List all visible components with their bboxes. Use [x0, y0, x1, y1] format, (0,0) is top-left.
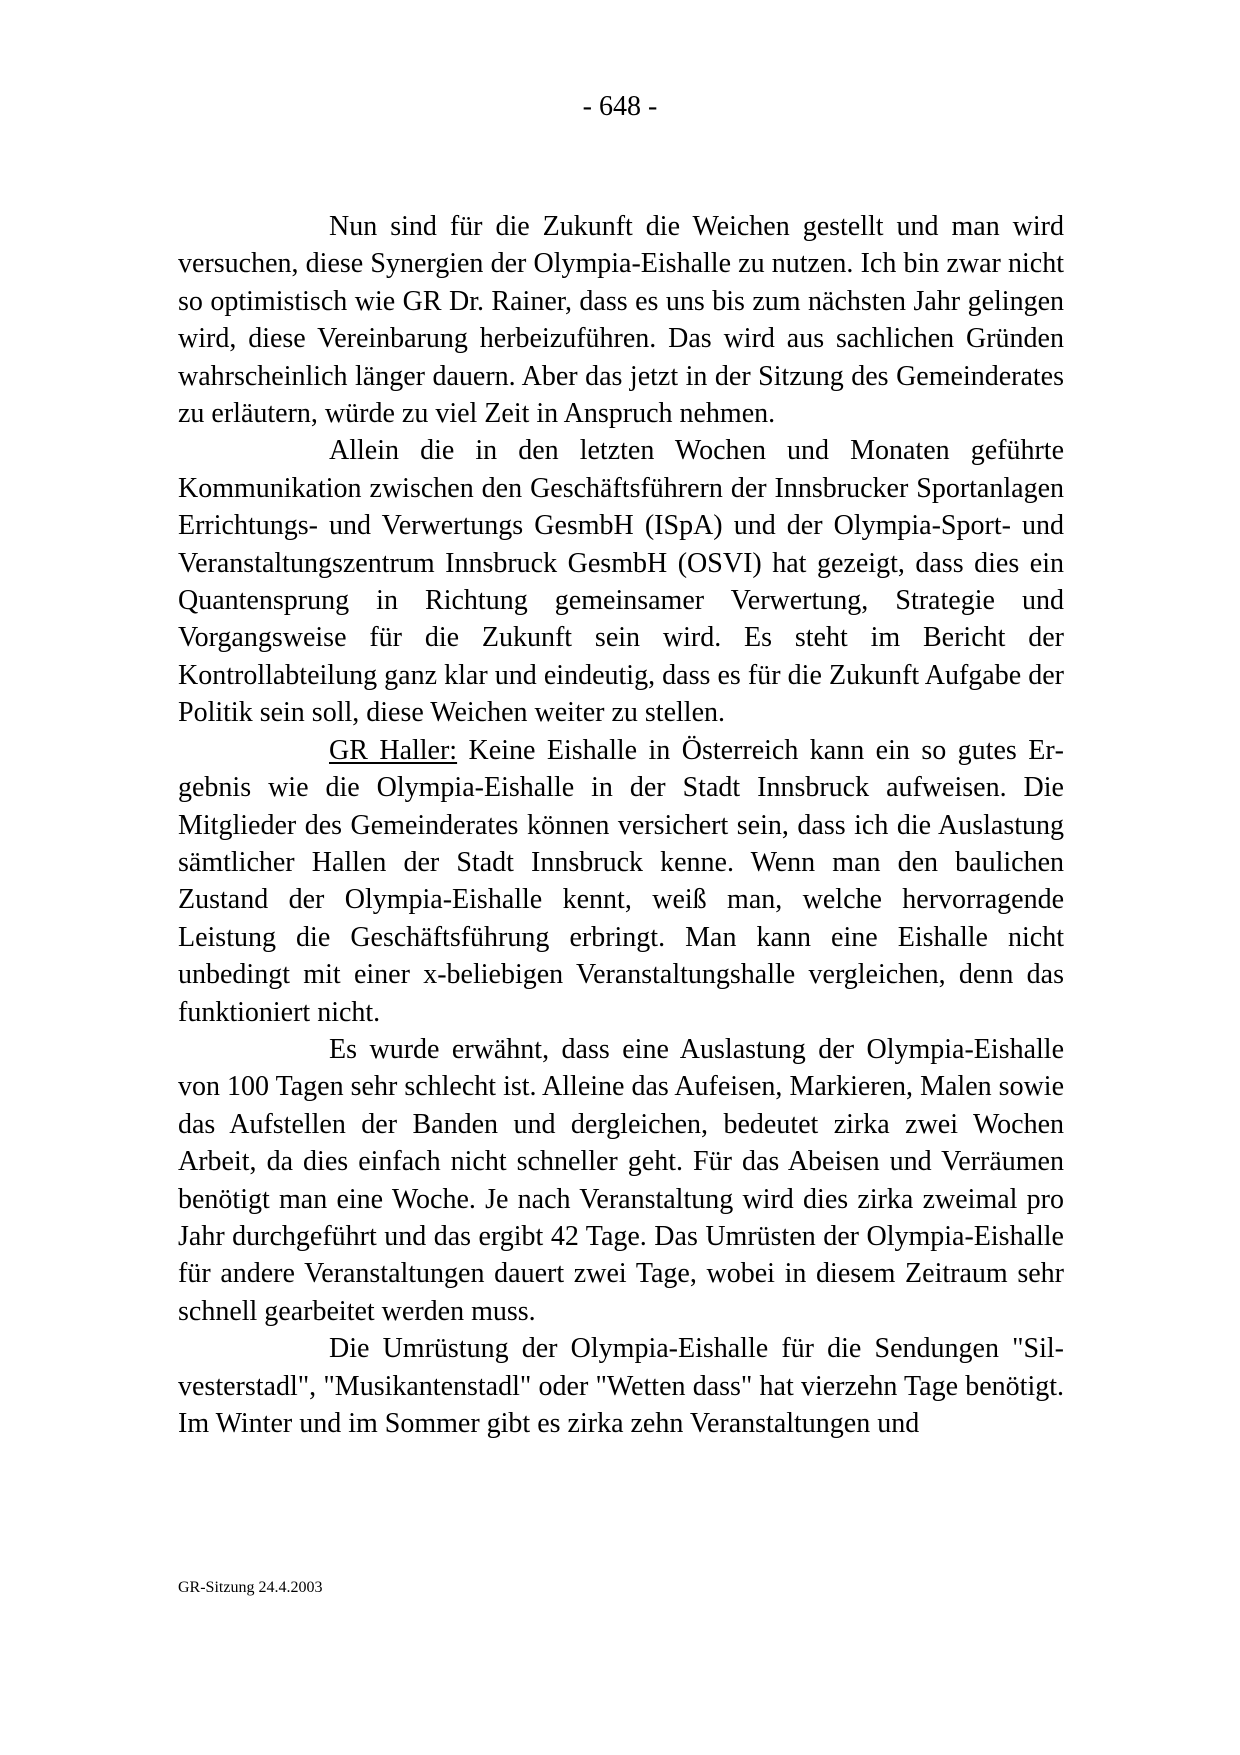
document-body — [178, 208, 1064, 1442]
paragraph-text: Es wurde erwähnt, dass eine Auslastung der Olympia-Eishalle von 100 Tagen sehr schlecht ist. Alleine das Aufeisen, Markieren, Malen sowie das Aufstellen der Banden und dergleichen, bedeutet zirka zwei Wochen Arbeit, da dies einfach nicht schneller geht. Für das Abeisen und Verräumen benötigt man eine Woche. Je nach Veranstaltung wird dies zirka zweimal pro Jahr durchgeführt und das ergibt 42 Tage. Das Umrüsten der Olympia-Eishalle für andere Veranstaltungen dauert zwei Tage, wobei in diesem Zeitraum sehr schnell gearbeitet werden muss. — [178, 1033, 1064, 1327]
paragraph — [178, 1031, 1064, 1330]
paragraph — [178, 732, 1064, 1031]
paragraph-text: Nun sind für die Zukunft die Weichen gestellt und man wird versuchen, diese Synergien der Olympia-Eishalle zu nutzen. Ich bin zwar nicht so optimistisch wie GR Dr. Rainer, dass es uns bis zum nächsten Jahr gelingen wird, diese Vereinbarung herbeizuführen. Das wird aus sachlichen Gründen wahrscheinlich länger dauern. Aber das jetzt in der Sitzung des Gemeinderates zu erläutern, würde zu viel Zeit in Anspruch nehmen. — [178, 211, 1064, 430]
speaker-name: GR Haller: — [329, 734, 458, 766]
paragraph-text: Allein die in den letzten Wochen und Monaten geführte Kommunikation zwischen den Geschäftsführern der Innsbrucker Sportanlagen Errichtungs- und Verwertungs GesmbH (ISpA) und der Olympia-Sport- und Veranstaltungszentrum Innsbruck GesmbH (OSVI) hat gezeigt, dass dies ein Quantensprung in Richtung gemeinsamer Verwertung, Strategie und Vorgangsweise für die Zukunft sein wird. Es steht im Bericht der Kontrollabteilung ganz klar und eindeutig, dass es für die Zukunft Aufgabe der Politik sein soll, diese Weichen weiter zu stellen. — [178, 435, 1064, 729]
footer-session-date: GR-Sitzung 24.4.2003 — [178, 1579, 323, 1596]
paragraph — [178, 208, 1064, 432]
paragraph — [178, 1330, 1064, 1442]
page-number: - 648 - — [582, 91, 658, 122]
paragraph-text: Keine Eishalle in Österreich kann ein so gutes Ergebnis wie die Olympia-Eishalle in der Stadt Innsbruck aufweisen. Die Mitglieder des Gemeinderates können versichert sein, dass ich die Auslastung sämtlicher Hallen der Stadt Innsbruck kenne. Wenn man den baulichen Zustand der Olympia-Eishalle kennt, weiß man, welche hervorragende Leistung die Geschäftsführung erbringt. Man kann eine Eishalle nicht unbedingt mit einer x-beliebigen Veranstaltungshalle vergleichen, denn das funktioniert nicht. — [178, 734, 1064, 1028]
paragraph — [178, 432, 1064, 731]
paragraph-text: Die Umrüstung der Olympia-Eishalle für die Sendungen "Silvesterstadl", "Musikantenstadl" oder "Wetten dass" hat vierzehn Tage benötigt. Im Winter und im Sommer gibt es zirka zehn Veranstaltungen und — [178, 1333, 1064, 1439]
